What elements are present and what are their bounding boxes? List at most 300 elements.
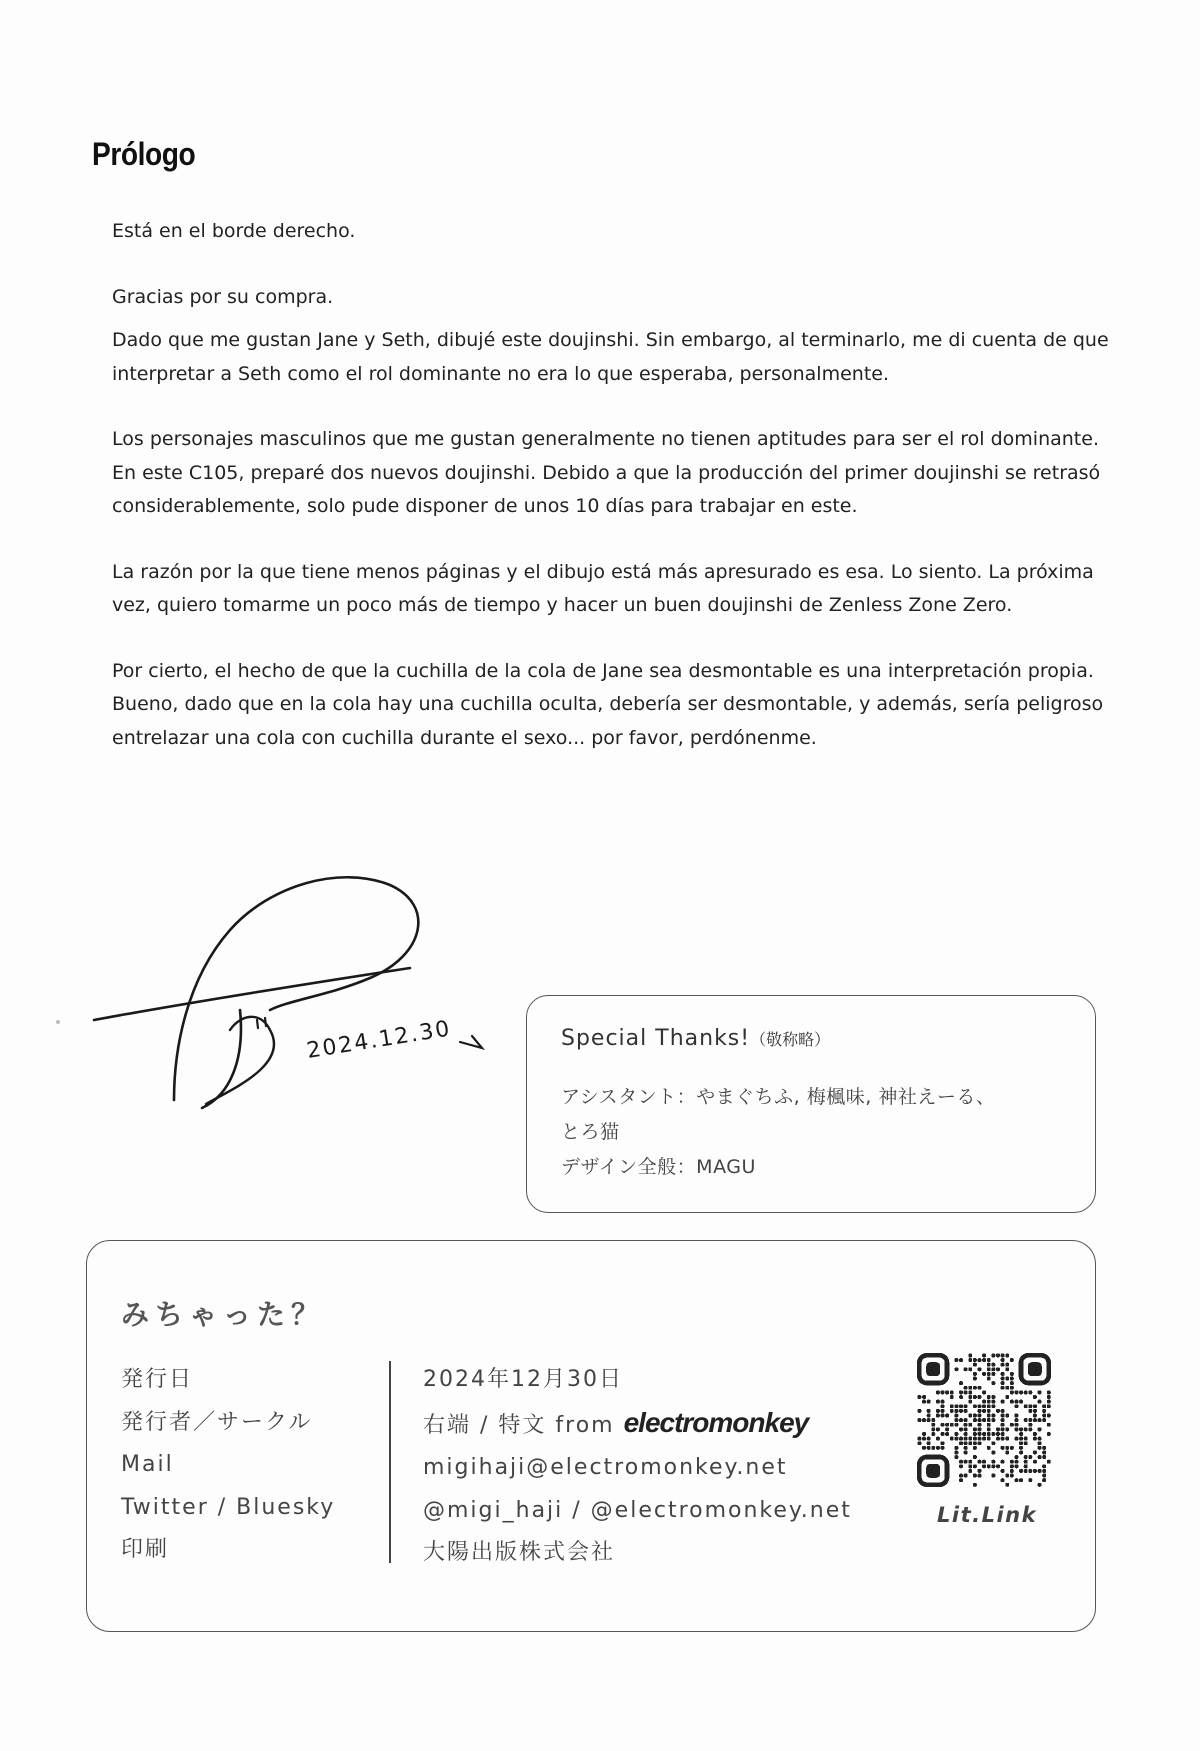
qr-module	[964, 1437, 968, 1441]
qr-module	[1038, 1483, 1042, 1487]
qr-module	[1014, 1390, 1018, 1394]
qr-module	[982, 1418, 986, 1422]
qr-module	[968, 1464, 972, 1468]
qr-module	[1042, 1450, 1046, 1454]
qr-module	[1010, 1469, 1014, 1473]
qr-module	[931, 1418, 935, 1422]
qr-module	[950, 1395, 954, 1399]
qr-module	[922, 1418, 926, 1422]
qr-module	[954, 1409, 958, 1413]
qr-module	[917, 1437, 921, 1441]
qr-module	[991, 1441, 995, 1445]
value-social[interactable]: @migi_haji / @electromonkey.net	[423, 1497, 852, 1523]
qr-module	[1014, 1418, 1018, 1422]
qr-module	[917, 1441, 921, 1445]
label-issue-date: 発行日	[121, 1367, 194, 1392]
qr-module	[1001, 1427, 1005, 1431]
qr-module	[1042, 1414, 1046, 1418]
qr-module	[941, 1400, 945, 1404]
qr-module	[950, 1390, 954, 1394]
qr-module	[973, 1363, 977, 1367]
qr-module	[1047, 1460, 1051, 1464]
qr-module	[973, 1358, 977, 1362]
qr-module	[1024, 1418, 1028, 1422]
qr-module	[1014, 1478, 1018, 1482]
qr-module	[1024, 1427, 1028, 1431]
qr-module	[959, 1464, 963, 1468]
qr-module	[1033, 1409, 1037, 1413]
paragraph: La razón por la que tiene menos páginas y el dibujo está más apresurado es esa. Lo siento. La próxima vez, quiero tomarme un poco más de tiempo y hacer un buen doujinshi de Zenless Zone Zero.	[112, 560, 1094, 616]
qr-module	[1047, 1423, 1051, 1427]
qr-module	[987, 1358, 991, 1362]
book-title: みちゃった？	[121, 1298, 326, 1331]
thanks-line: アシスタント：やまぐちふ, 梅楓味, 神社えーる、	[561, 1086, 996, 1108]
qr-module	[964, 1423, 968, 1427]
qr-module	[1024, 1437, 1028, 1441]
qr-module	[1019, 1432, 1023, 1436]
qr-module	[954, 1358, 958, 1362]
qr-module	[973, 1395, 977, 1399]
paragraph: Dado que me gustan Jane y Seth, dibujé este doujinshi. Sin embargo, al terminarlo, me di cuenta de que interpretar a Seth como el rol dominante no era lo que esperaba, personalmente.	[112, 329, 1109, 385]
qr-module	[945, 1427, 949, 1431]
qr-module	[941, 1414, 945, 1418]
qr-module	[959, 1427, 963, 1431]
qr-module	[1005, 1386, 1009, 1390]
qr-module	[931, 1427, 935, 1431]
qr-module	[973, 1418, 977, 1422]
qr-module	[936, 1390, 940, 1394]
qr-module	[917, 1418, 921, 1422]
qr-module	[1005, 1353, 1009, 1357]
qr-module	[959, 1404, 963, 1408]
qr-module	[959, 1418, 963, 1422]
qr-module	[978, 1460, 982, 1464]
qr-module	[968, 1358, 972, 1362]
qr-module	[931, 1423, 935, 1427]
qr-module	[987, 1409, 991, 1413]
qr-module	[1038, 1446, 1042, 1450]
qr-module	[978, 1395, 982, 1399]
qr-module	[959, 1474, 963, 1478]
qr-module	[954, 1404, 958, 1408]
qr-module	[922, 1395, 926, 1399]
qr-module	[964, 1390, 968, 1394]
qr-module	[978, 1441, 982, 1445]
qr-module	[973, 1404, 977, 1408]
qr-module	[1010, 1390, 1014, 1394]
qr-module	[968, 1469, 972, 1473]
colophon-box	[86, 1240, 1096, 1632]
qr-module	[1001, 1372, 1005, 1376]
qr-module	[1010, 1372, 1014, 1376]
qr-module	[1001, 1432, 1005, 1436]
qr-module	[1038, 1418, 1042, 1422]
qr-module	[945, 1432, 949, 1436]
qr-module	[945, 1390, 949, 1394]
qr-module	[1005, 1363, 1009, 1367]
qr-module	[1001, 1469, 1005, 1473]
qr-module	[1047, 1404, 1051, 1408]
qr-module	[996, 1409, 1000, 1413]
qr-module	[991, 1460, 995, 1464]
qr-module	[987, 1414, 991, 1418]
qr-module	[1019, 1441, 1023, 1445]
qr-module	[1010, 1423, 1014, 1427]
qr-module	[950, 1423, 954, 1427]
qr-module	[1019, 1437, 1023, 1441]
qr-module	[1019, 1400, 1023, 1404]
qr-module	[941, 1409, 945, 1413]
qr-module	[1005, 1446, 1009, 1450]
paragraph: Está en el borde derecho.	[112, 220, 356, 242]
qr-module	[1014, 1460, 1018, 1464]
value-printer: 大陽出版株式会社	[423, 1540, 616, 1565]
qr-module	[1001, 1363, 1005, 1367]
qr-module	[1005, 1377, 1009, 1381]
qr-module	[1024, 1441, 1028, 1445]
qr-module	[936, 1446, 940, 1450]
qr-module	[968, 1386, 972, 1390]
qr-module	[991, 1474, 995, 1478]
qr-module	[959, 1409, 963, 1413]
qr-module	[991, 1432, 995, 1436]
qr-module	[987, 1437, 991, 1441]
qr-module	[1024, 1460, 1028, 1464]
colophon-labels	[121, 1359, 335, 1572]
qr-module	[1001, 1377, 1005, 1381]
qr-module	[1019, 1450, 1023, 1454]
qr-module	[927, 1418, 931, 1422]
thanks-title	[561, 1026, 830, 1051]
qr-module	[973, 1474, 977, 1478]
qr-module	[1047, 1432, 1051, 1436]
qr-module	[996, 1427, 1000, 1431]
qr-module	[973, 1441, 977, 1445]
qr-module	[978, 1437, 982, 1441]
qr-module	[941, 1390, 945, 1394]
qr-module	[1042, 1469, 1046, 1473]
qr-module	[1001, 1423, 1005, 1427]
qr-module	[1038, 1441, 1042, 1445]
qr-module	[1024, 1469, 1028, 1473]
qr-module	[1028, 1455, 1032, 1459]
qr-module	[936, 1400, 940, 1404]
qr-code[interactable]	[917, 1353, 1051, 1487]
qr-module	[968, 1414, 972, 1418]
qr-module	[1038, 1455, 1042, 1459]
qr-module	[1042, 1446, 1046, 1450]
qr-module	[978, 1418, 982, 1422]
qr-module	[973, 1446, 977, 1450]
qr-module	[1005, 1414, 1009, 1418]
qr-module	[954, 1432, 958, 1436]
page-title: Prólogo	[92, 136, 196, 172]
qr-module	[991, 1404, 995, 1408]
qr-module	[1024, 1404, 1028, 1408]
qr-module	[964, 1474, 968, 1478]
qr-module	[922, 1432, 926, 1436]
qr-module	[1014, 1400, 1018, 1404]
qr-module	[982, 1432, 986, 1436]
qr-module	[973, 1377, 977, 1381]
qr-finder-center	[1028, 1362, 1042, 1376]
qr-finder-center	[926, 1362, 940, 1376]
qr-module	[1010, 1464, 1014, 1468]
qr-module	[945, 1423, 949, 1427]
qr-module	[1033, 1418, 1037, 1422]
qr-module	[973, 1437, 977, 1441]
qr-module	[1010, 1460, 1014, 1464]
qr-module	[959, 1478, 963, 1482]
qr-module	[1033, 1450, 1037, 1454]
qr-module	[941, 1446, 945, 1450]
qr-module	[1042, 1464, 1046, 1468]
qr-module	[1001, 1437, 1005, 1441]
qr-module	[978, 1432, 982, 1436]
qr-module	[1028, 1423, 1032, 1427]
qr-module	[1042, 1478, 1046, 1482]
qr-module	[950, 1437, 954, 1441]
qr-module	[973, 1455, 977, 1459]
qr-module	[968, 1423, 972, 1427]
qr-module	[964, 1409, 968, 1413]
qr-module	[954, 1367, 958, 1371]
qr-module	[964, 1460, 968, 1464]
qr-module	[982, 1353, 986, 1357]
qr-module	[973, 1427, 977, 1431]
qr-module	[996, 1437, 1000, 1441]
qr-module	[964, 1446, 968, 1450]
qr-module	[1014, 1404, 1018, 1408]
qr-module	[950, 1404, 954, 1408]
qr-module	[978, 1367, 982, 1371]
qr-module	[1010, 1474, 1014, 1478]
qr-module	[964, 1432, 968, 1436]
qr-module	[1042, 1409, 1046, 1413]
qr-module	[936, 1437, 940, 1441]
qr-module	[982, 1390, 986, 1394]
qr-module	[1042, 1404, 1046, 1408]
qr-module	[941, 1423, 945, 1427]
thanks-list	[561, 1080, 1061, 1185]
qr-module	[1019, 1446, 1023, 1450]
qr-module	[991, 1418, 995, 1422]
qr-module	[968, 1353, 972, 1357]
qr-module	[987, 1432, 991, 1436]
qr-module	[1019, 1427, 1023, 1431]
qr-module	[954, 1455, 958, 1459]
qr-module	[1001, 1460, 1005, 1464]
qr-module	[959, 1381, 963, 1385]
label-mail: Mail	[121, 1452, 174, 1477]
qr-module	[922, 1400, 926, 1404]
qr-module	[1005, 1474, 1009, 1478]
qr-module	[991, 1414, 995, 1418]
qr-module	[1028, 1409, 1032, 1413]
qr-module	[964, 1450, 968, 1454]
qr-module	[1033, 1460, 1037, 1464]
qr-module	[1042, 1418, 1046, 1422]
qr-module	[1010, 1386, 1014, 1390]
qr-module	[1005, 1427, 1009, 1431]
qr-module	[1014, 1464, 1018, 1468]
qr-module	[964, 1427, 968, 1431]
qr-module	[1042, 1455, 1046, 1459]
qr-module	[954, 1418, 958, 1422]
special-thanks-box	[526, 995, 1096, 1213]
qr-module	[978, 1409, 982, 1413]
qr-module	[1010, 1446, 1014, 1450]
scan-speck	[56, 1020, 60, 1024]
qr-module	[1019, 1469, 1023, 1473]
qr-module	[1019, 1390, 1023, 1394]
qr-module	[927, 1441, 931, 1445]
qr-module	[941, 1404, 945, 1408]
qr-module	[964, 1404, 968, 1408]
prologue-text	[112, 215, 1112, 787]
qr-module	[978, 1427, 982, 1431]
qr-module	[973, 1414, 977, 1418]
qr-module	[987, 1363, 991, 1367]
signature-date: 2024.12.30	[305, 1016, 454, 1064]
divider	[389, 1361, 391, 1563]
qr-module	[987, 1418, 991, 1422]
qr-module	[941, 1441, 945, 1445]
qr-module	[964, 1367, 968, 1371]
qr-module	[982, 1400, 986, 1404]
qr-module	[1001, 1418, 1005, 1422]
qr-module	[1014, 1437, 1018, 1441]
qr-module	[973, 1483, 977, 1487]
qr-module	[996, 1432, 1000, 1436]
qr-module	[991, 1464, 995, 1468]
qr-module	[1014, 1414, 1018, 1418]
qr-module	[987, 1446, 991, 1450]
qr-module	[1014, 1427, 1018, 1431]
qr-module	[1038, 1427, 1042, 1431]
qr-module	[936, 1414, 940, 1418]
qr-module	[991, 1450, 995, 1454]
qr-module	[1028, 1418, 1032, 1422]
qr-module	[991, 1363, 995, 1367]
qr-module	[922, 1446, 926, 1450]
qr-module	[1001, 1353, 1005, 1357]
qr-module	[987, 1372, 991, 1376]
qr-module	[968, 1395, 972, 1399]
thanks-line: とろ猫	[561, 1121, 620, 1143]
thanks-line: デザイン全般：MAGU	[561, 1156, 756, 1178]
qr-module	[982, 1437, 986, 1441]
qr-module	[1033, 1437, 1037, 1441]
value-issue-date: 2024年12月30日	[423, 1367, 623, 1392]
qr-module	[1033, 1432, 1037, 1436]
qr-module	[982, 1460, 986, 1464]
label-publisher: 発行者／サークル	[121, 1409, 313, 1435]
qr-module	[991, 1353, 995, 1357]
qr-module	[927, 1409, 931, 1413]
qr-module	[982, 1358, 986, 1362]
qr-module	[978, 1386, 982, 1390]
qr-module	[987, 1377, 991, 1381]
qr-module	[1038, 1390, 1042, 1394]
qr-module	[1028, 1478, 1032, 1482]
qr-module	[959, 1390, 963, 1394]
qr-module	[996, 1353, 1000, 1357]
qr-module	[1001, 1400, 1005, 1404]
qr-module	[1033, 1404, 1037, 1408]
qr-module	[917, 1409, 921, 1413]
qr-module	[917, 1395, 921, 1399]
qr-module	[1033, 1395, 1037, 1399]
qr-module	[1001, 1478, 1005, 1482]
qr-caption: Lit.Link	[937, 1503, 1038, 1527]
qr-module	[1047, 1400, 1051, 1404]
qr-module	[973, 1372, 977, 1376]
qr-module	[964, 1441, 968, 1445]
qr-module	[991, 1395, 995, 1399]
qr-module	[996, 1464, 1000, 1468]
qr-finder-center	[926, 1464, 940, 1478]
qr-module	[1024, 1390, 1028, 1394]
qr-module	[922, 1437, 926, 1441]
value-publisher	[423, 1402, 852, 1448]
qr-module	[1014, 1455, 1018, 1459]
qr-module	[945, 1414, 949, 1418]
qr-module	[968, 1441, 972, 1445]
qr-module	[987, 1427, 991, 1431]
qr-module	[1028, 1427, 1032, 1431]
qr-module	[968, 1460, 972, 1464]
qr-module	[1047, 1395, 1051, 1399]
qr-module	[964, 1418, 968, 1422]
qr-module	[1028, 1404, 1032, 1408]
qr-module	[964, 1386, 968, 1390]
qr-module	[959, 1460, 963, 1464]
qr-module	[987, 1367, 991, 1371]
qr-module	[1010, 1377, 1014, 1381]
publisher-text: 右端 / 特文 from	[423, 1412, 624, 1438]
qr-module	[959, 1437, 963, 1441]
qr-module	[1042, 1474, 1046, 1478]
label-printer: 印刷	[121, 1537, 170, 1562]
qr-module	[982, 1372, 986, 1376]
qr-module	[987, 1423, 991, 1427]
qr-module	[1005, 1395, 1009, 1399]
qr-module	[1010, 1358, 1014, 1362]
qr-module	[931, 1432, 935, 1436]
qr-module	[959, 1441, 963, 1445]
qr-module	[987, 1404, 991, 1408]
qr-module	[978, 1358, 982, 1362]
qr-module	[978, 1404, 982, 1408]
qr-module	[927, 1400, 931, 1404]
thanks-heading: Special Thanks!	[561, 1026, 751, 1051]
qr-module	[1024, 1455, 1028, 1459]
thanks-note: （敬称略）	[750, 1030, 831, 1049]
qr-module	[991, 1367, 995, 1371]
qr-module	[1001, 1386, 1005, 1390]
qr-module	[991, 1381, 995, 1385]
value-mail[interactable]: migihaji@electromonkey.net	[423, 1455, 788, 1480]
qr-module	[987, 1464, 991, 1468]
qr-module	[996, 1367, 1000, 1371]
qr-module	[1033, 1414, 1037, 1418]
qr-module	[954, 1414, 958, 1418]
qr-module	[1038, 1400, 1042, 1404]
paragraph: Por cierto, el hecho de que la cuchilla de la cola de Jane sea desmontable es una interpretación propia. Bueno, dado que en la cola hay una cuchilla oculta, debería ser desmontable, y además, sería peligroso entrelazar una cola con cuchilla durante el sexo... por favor, perdónenme.	[112, 659, 1104, 749]
qr-module	[1001, 1381, 1005, 1385]
qr-module	[1038, 1437, 1042, 1441]
